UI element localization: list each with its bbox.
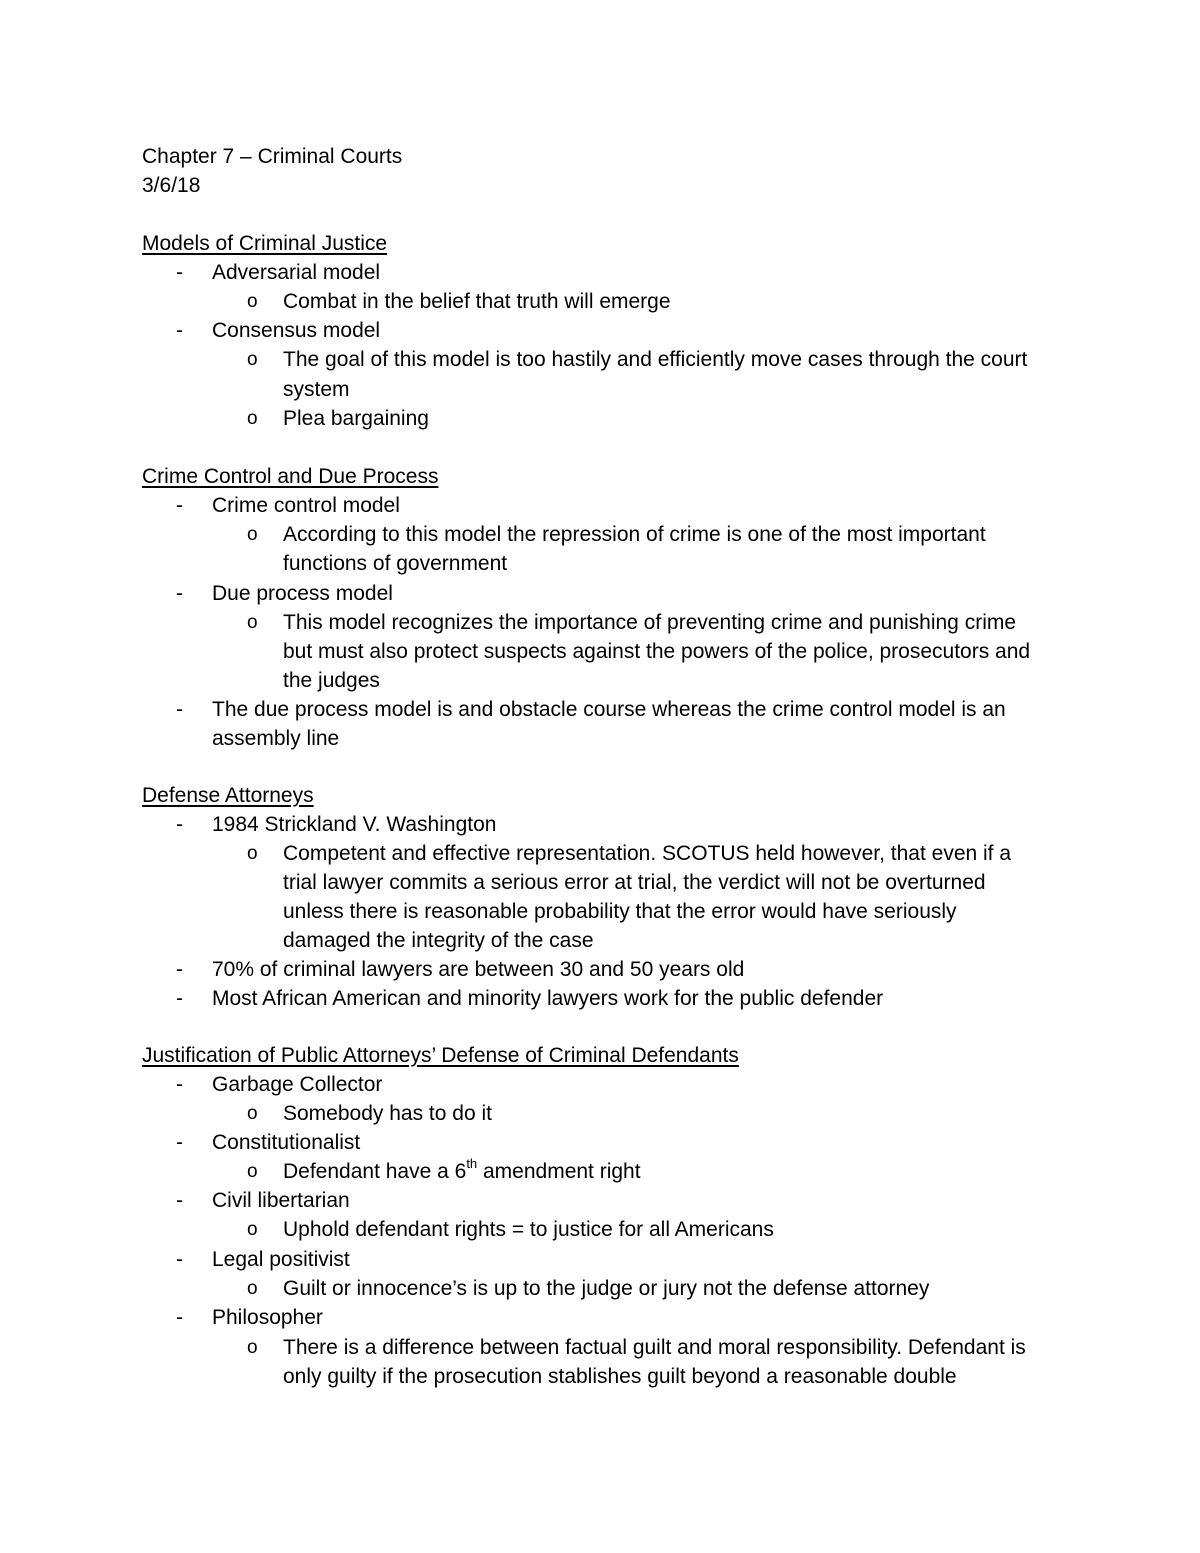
list-item: The due process model is and obstacle course whereas the crime control model is an <box>212 698 1006 721</box>
dash-marker: - <box>176 1189 183 1212</box>
section-heading: Defense Attorneys <box>142 784 314 807</box>
section-heading: Models of Criminal Justice <box>142 232 388 255</box>
bullet-marker: o <box>247 1161 258 1182</box>
list-item: Civil libertarian <box>212 1189 350 1212</box>
bullet-marker: o <box>247 843 258 864</box>
dash-marker: - <box>176 319 183 342</box>
bullet-marker: o <box>247 1278 258 1299</box>
sub-item-continuation: but must also protect suspects against the powers of the police, prosecutors and <box>283 640 1031 663</box>
sub-item: This model recognizes the importance of preventing crime and punishing crime <box>283 611 1017 634</box>
bullet-marker: o <box>247 291 258 312</box>
list-item: Philosopher <box>212 1306 323 1329</box>
dash-marker: - <box>176 1306 183 1329</box>
sub-item-continuation: the judges <box>283 669 380 692</box>
list-item: Adversarial model <box>212 261 381 284</box>
sub-item-continuation: only guilty if the prosecution stablishes guilt beyond a reasonable double <box>283 1365 957 1388</box>
list-item-continuation: assembly line <box>212 727 340 750</box>
list-item: 70% of criminal lawyers are between 30 and 50 years old <box>212 958 745 981</box>
dash-marker: - <box>176 813 183 836</box>
dash-marker: - <box>176 494 183 517</box>
dash-marker: - <box>176 1131 183 1154</box>
dash-marker: - <box>176 958 183 981</box>
sub-item-continuation: trial lawyer commits a serious error at trial, the verdict will not be overturned <box>283 871 986 894</box>
sub-item-text: Defendant have a 6 <box>283 1160 467 1183</box>
sub-item: The goal of this model is too hastily and efficiently move cases through the court <box>283 348 1028 371</box>
list-item: Most African American and minority lawyers work for the public defender <box>212 987 884 1010</box>
dash-marker: - <box>176 261 183 284</box>
bullet-marker: o <box>247 524 258 545</box>
sub-item-continuation: damaged the integrity of the case <box>283 929 594 952</box>
dash-marker: - <box>176 1073 183 1096</box>
list-item: Constitutionalist <box>212 1131 361 1154</box>
list-item: Due process model <box>212 582 393 605</box>
sub-item: Guilt or innocence’s is up to the judge or jury not the defense attorney <box>283 1277 930 1300</box>
bullet-marker: o <box>247 1103 258 1124</box>
list-item: Garbage Collector <box>212 1073 383 1096</box>
dash-marker: - <box>176 698 183 721</box>
bullet-marker: o <box>247 408 258 429</box>
document-date: 3/6/18 <box>142 174 201 197</box>
sub-item-continuation: unless there is reasonable probability that the error would have seriously <box>283 900 957 923</box>
list-item: Consensus model <box>212 319 381 342</box>
list-item: Crime control model <box>212 494 400 517</box>
sub-item: Competent and effective representation. SCOTUS held however, that even if a <box>283 842 1012 865</box>
dash-marker: - <box>176 582 183 605</box>
sub-item-continuation: functions of government <box>283 552 508 575</box>
sub-item: Uphold defendant rights = to justice for all Americans <box>283 1218 774 1241</box>
section-heading: Crime Control and Due Process <box>142 465 439 488</box>
sub-item: Somebody has to do it <box>283 1102 492 1125</box>
sub-item: Combat in the belief that truth will emerge <box>283 290 671 313</box>
dash-marker: - <box>176 987 183 1010</box>
sub-item: According to this model the repression of crime is one of the most important <box>283 523 986 546</box>
sub-item-text: amendment right <box>477 1160 641 1183</box>
list-item: 1984 Strickland V. Washington <box>212 813 497 836</box>
bullet-marker: o <box>247 612 258 633</box>
list-item: Legal positivist <box>212 1248 350 1271</box>
sub-item-continuation: system <box>283 378 350 401</box>
dash-marker: - <box>176 1248 183 1271</box>
sub-item: There is a difference between factual guilt and moral responsibility. Defendant is <box>283 1336 1026 1359</box>
bullet-marker: o <box>247 349 258 370</box>
sub-item: Plea bargaining <box>283 407 429 430</box>
document-title: Chapter 7 – Criminal Courts <box>142 145 403 168</box>
superscript: th <box>466 1156 478 1171</box>
section-heading: Justification of Public Attorneys’ Defense of Criminal Defendants <box>142 1044 739 1067</box>
sub-item <box>283 1157 641 1186</box>
bullet-marker: o <box>247 1337 258 1358</box>
bullet-marker: o <box>247 1219 258 1240</box>
